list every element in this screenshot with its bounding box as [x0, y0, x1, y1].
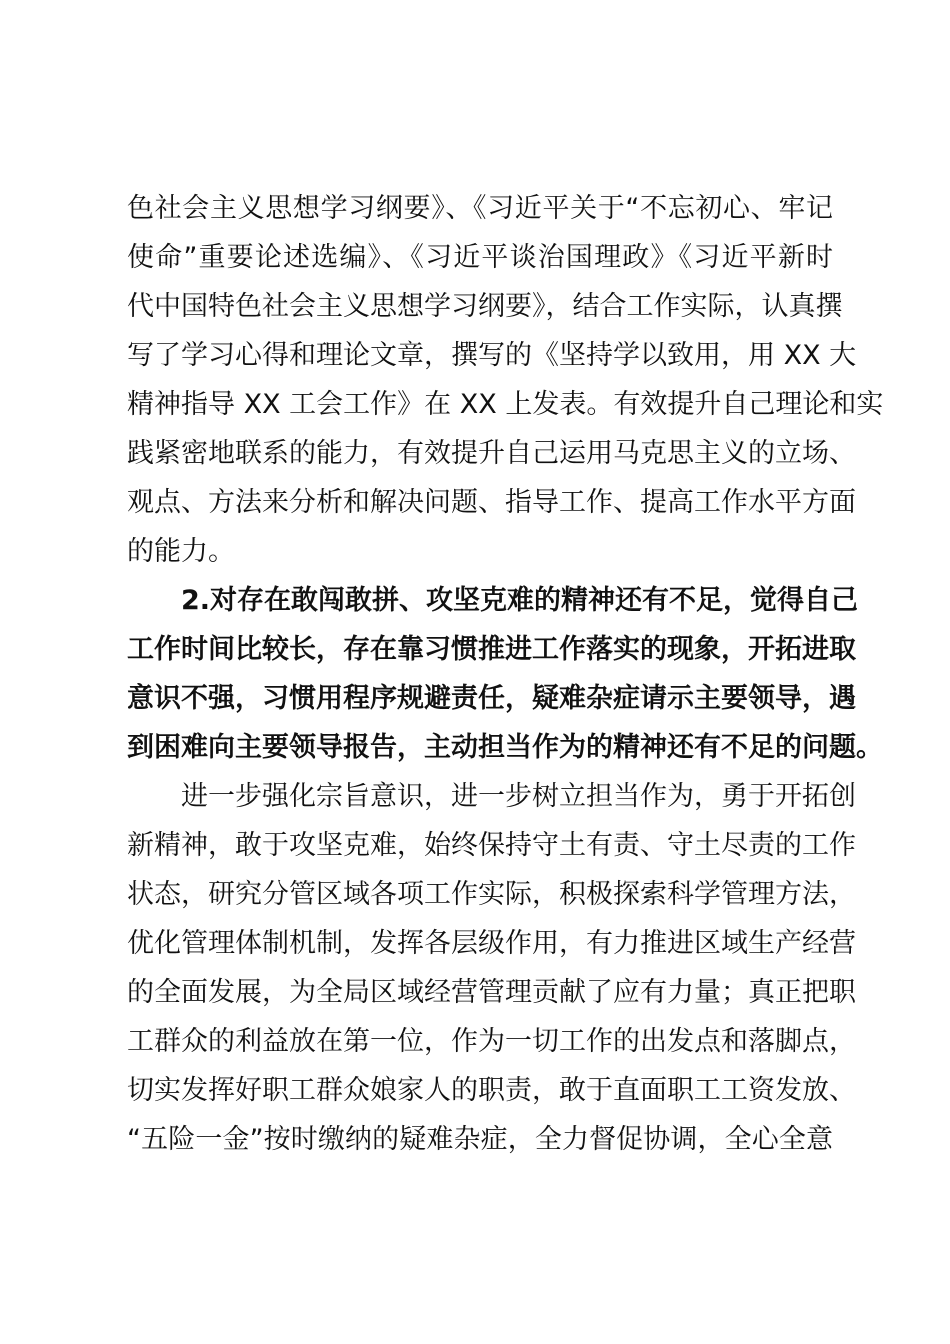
paragraph-line: 的能力。 — [127, 536, 235, 567]
paragraph-line: 观点、方法来分析和解决问题、指导工作、提高工作水平方面 — [127, 487, 856, 518]
paragraph-line: 精神指导 XX 工会工作》在 XX 上发表。有效提升自己理论和实 — [127, 389, 884, 420]
heading-line: 工作时间比较长，存在靠习惯推进工作落实的现象，开拓进取 — [127, 634, 856, 665]
paragraph-line: 新精神，敢于攻坚克难，始终保持守土有责、守土尽责的工作 — [127, 830, 856, 861]
paragraph-line: 践紧密地联系的能力，有效提升自己运用马克思主义的立场、 — [127, 438, 856, 469]
paragraph-line: 的全面发展，为全局区域经营管理贡献了应有力量；真正把职 — [127, 977, 856, 1008]
paragraph-line: 代中国特色社会主义思想学习纲要》，结合工作实际，认真撰 — [127, 291, 843, 322]
paragraph-line: 色社会主义思想学习纲要》、《习近平关于“不忘初心、牢记 — [127, 193, 833, 224]
document-body — [127, 184, 884, 1184]
paragraph-line: 优化管理体制机制，发挥各层级作用，有力推进区域生产经营 — [127, 928, 856, 959]
paragraph-line: 切实发挥好职工群众娘家人的职责，敢于直面职工工资发放、 — [127, 1075, 856, 1106]
heading-line: 到困难向主要领导报告，主动担当作为的精神还有不足的问题。 — [127, 732, 883, 763]
heading-line: 意识不强，习惯用程序规避责任，疑难杂症请示主要领导，遇 — [127, 683, 856, 714]
paragraph-line: 写了学习心得和理论文章，撰写的《坚持学以致用，用 XX 大 — [127, 340, 857, 371]
paragraph-line: 状态，研究分管区域各项工作实际，积极探索科学管理方法， — [127, 879, 856, 910]
paragraph-line: 进一步强化宗旨意识，进一步树立担当作为，勇于开拓创 — [181, 781, 856, 812]
paragraph-line: “五险一金”按时缴纳的疑难杂症，全力督促协调，全心全意 — [127, 1124, 833, 1155]
heading-line: 2.对存在敢闯敢拼、攻坚克难的精神还有不足，觉得自己 — [181, 585, 859, 616]
paragraph-line: 工群众的利益放在第一位，作为一切工作的出发点和落脚点， — [127, 1026, 856, 1057]
paragraph-line: 使命”重要论述选编》、《习近平谈治国理政》《习近平新时 — [127, 242, 833, 273]
